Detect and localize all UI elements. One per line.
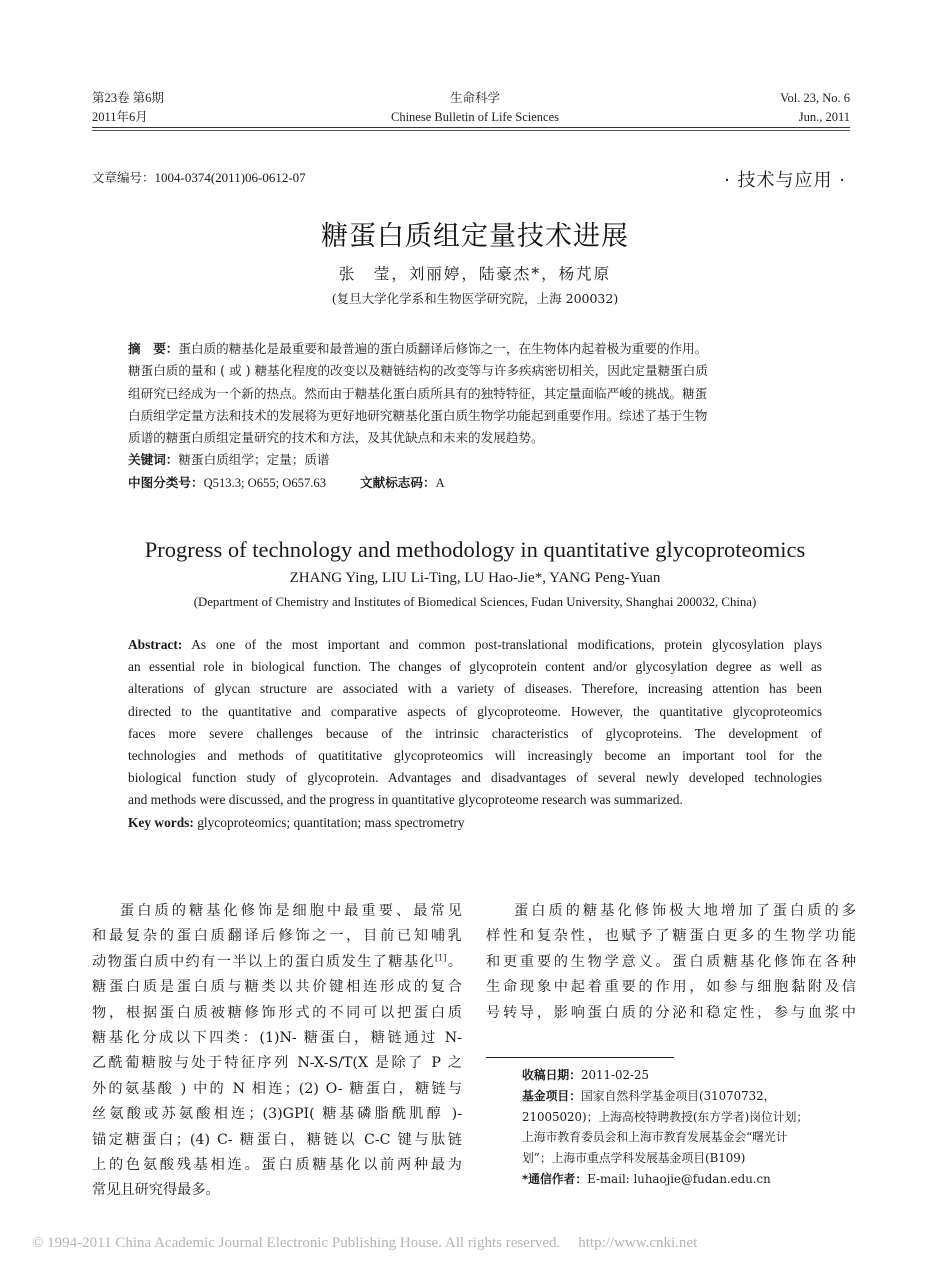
body-line: 号转导，影响蛋白质的分泌和稳定性，参与血浆中	[486, 1004, 856, 1021]
body-line: 糖蛋白质是蛋白质与糖类以共价键相连形成的复合	[92, 979, 462, 996]
article-number	[92, 168, 306, 186]
authors-cn: 张 莹，刘丽婷，陆豪杰*，杨芃原	[338, 265, 612, 283]
body-line: 和更重要的生物学意义。蛋白质糖基化修饰在各种	[486, 953, 856, 970]
footnote-divider	[486, 1057, 674, 1058]
abstract-en-label: Abstract:	[128, 637, 183, 652]
article-number-label: 文章编号：	[92, 170, 155, 185]
received-label: 收稿日期：	[522, 1068, 581, 1082]
article-number-value: 1004-0374(2011)06-0612-07	[154, 170, 306, 185]
body-line: 样性和复杂性，也赋予了糖蛋白更多的生物学功能	[486, 928, 856, 945]
body-line: 和最复杂的蛋白质翻译后修饰之一，目前已知哺乳	[92, 928, 462, 945]
page-title-en: Progress of technology and methodology in quantitative glycoproteomics	[144, 537, 806, 562]
body-line: 外的氨基酸 ) 中的 N 相连；(2) O- 糖蛋白，糖链与	[92, 1080, 462, 1097]
body-line: 丝氨酸或苏氨酸相连；(3)GPI( 糖基磷脂酰肌醇 )-	[92, 1106, 462, 1123]
classification-line	[128, 472, 822, 494]
abstract-cn	[128, 338, 822, 494]
abstract-cn-line: 质谱的糖蛋白质组定量研究的技术和方法，及其优缺点和未来的发展趋势。	[128, 430, 544, 446]
keywords-en-value: glycoproteomics; quantitation; mass spectrometry	[193, 814, 465, 830]
volume-issue-en: Vol. 23, No. 6	[780, 91, 850, 105]
abstract-en-line: alterations of glycan structure are associated with a variety of diseases. Therefore, increasing attention has been	[128, 681, 822, 697]
journal-name-en: Chinese Bulletin of Life Sciences	[390, 110, 559, 124]
abstract-en-line: and methods were discussed, and the progress in quantitative glycoproteome research was summarized.	[128, 792, 683, 808]
body-line: 物，根据蛋白质被糖修饰形式的不同可以把蛋白质	[92, 1004, 462, 1021]
abstract-en-line: an essential role in biological function. The changes of glycoprotein content and/or glycosylation degree as well as	[128, 659, 822, 675]
running-header-right	[780, 89, 850, 127]
abstract-en-line: technologies and methods of quatititative glycoproteomics will increasingly become an important tool for the	[128, 748, 822, 764]
copyright-text: © 1994-2011 China Academic Journal Electronic Publishing House. All rights reserved.	[32, 1235, 561, 1251]
received-date	[522, 1065, 852, 1086]
abstract-en-line: biological function study of glycoprotein. Advantages and disadvantages of several newly developed technologies	[128, 770, 822, 786]
clc-label: 中图分类号：	[128, 474, 204, 490]
copyright-watermark	[32, 1235, 697, 1252]
affiliation-cn: (复旦大学化学系和生物医学研究院，上海 200032)	[331, 291, 619, 306]
body-line: 蛋白质的糖基化修饰是细胞中最重要、最常见	[120, 903, 462, 919]
corresponding-author	[522, 1169, 852, 1190]
abstract-cn-line: 白质组学定量方法和技术的发展将为更好地研究糖基化蛋白质生物学功能起到重要作用。综述了基于生物	[128, 407, 708, 423]
body-line: 乙酰葡糖胺与处于特征序列 N-X-S/T(X 是除了 P 之	[92, 1055, 462, 1072]
date-cn: 2011年6月	[92, 110, 148, 124]
volume-issue-cn: 第23卷 第6期	[92, 91, 164, 105]
column-tag: · 技术与应用 ·	[724, 170, 846, 191]
keywords-cn	[128, 449, 822, 471]
body-column-right	[486, 899, 856, 1026]
clc-value: Q513.3; O655; O657.63	[203, 475, 327, 490]
body-line: 生命现象中起着重要的作用，如参与细胞黏附及信	[486, 979, 856, 996]
corresponding-label: *通信作者：	[522, 1171, 588, 1186]
fund-line: 21005020)；上海高校特聘教授(东方学者)岗位计划；	[522, 1109, 809, 1124]
abstract-cn-line: 糖蛋白质的量和 ( 或 ) 糖基化程度的改变以及糖链结构的改变等与许多疾病密切相关，因此定量糖蛋白质	[128, 363, 708, 379]
fund-line: 划”；上海市重点学科发展基金项目(B109)	[522, 1151, 746, 1166]
citation-ref[interactable]: [1]	[435, 953, 447, 963]
abstract-en-line: directed to the quantitative and comparative aspects of glycoproteome. However, the quantitative glycoproteomics	[128, 703, 822, 719]
fund-line: 基金项目：国家自然科学基金项目(31070732，	[522, 1088, 776, 1103]
keywords-en	[128, 812, 822, 834]
date-en: Jun., 2011	[798, 110, 850, 124]
footnotes	[522, 1065, 852, 1190]
body-line: 上的色氨酸残基相连。蛋白质糖基化以前两种最为	[92, 1157, 462, 1174]
abstract-en	[128, 634, 822, 834]
header-rule-thin	[92, 130, 850, 131]
keywords-cn-value: 糖蛋白质组学；定量；质谱	[178, 452, 330, 468]
abstract-en-line: faces more severe challenges because of the intrinsic characteristics of glycoproteins. The development of	[128, 725, 822, 741]
abstract-cn-line: 摘 要：蛋白质的糖基化是最重要和最普遍的蛋白质翻译后修饰之一，在生物体内起着极为重要的作用。	[128, 341, 708, 356]
abstract-en-line: Abstract: As one of the most important and common post-translational modifications, protein glycosylation plays	[128, 637, 822, 652]
page-title-cn: 糖蛋白质组定量技术进展	[321, 221, 629, 252]
journal-name-cn: 生命科学	[449, 91, 500, 105]
cnki-link[interactable]: http://www.cnki.net	[578, 1235, 698, 1251]
received-value: 2011-02-25	[581, 1068, 650, 1082]
body-line: 糖基化分成以下四类：(1)N- 糖蛋白，糖链通过 N-	[92, 1030, 462, 1047]
fund-label: 基金项目：	[522, 1088, 581, 1103]
body-column-left	[92, 899, 462, 1204]
keywords-cn-label: 关键词：	[128, 452, 179, 468]
header-rule-thick	[92, 127, 850, 128]
body-line: 锚定糖蛋白；(4) C- 糖蛋白，糖链以 C-C 键与肽链	[92, 1131, 462, 1148]
fund-line: 上海市教育委员会和上海市教育发展基金会“曙光计	[522, 1130, 788, 1145]
abstract-cn-line: 组研究已经成为一个新的热点。然而由于糖基化蛋白质所具有的独特特征，其定量面临严峻的挑战。糖蛋	[128, 385, 708, 401]
doc-code-label: 文献标志码：	[360, 474, 436, 490]
authors-en: ZHANG Ying, LIU Li-Ting, LU Hao-Jie*, YANG Peng-Yuan	[289, 570, 661, 586]
body-line: 蛋白质的糖基化修饰极大地增加了蛋白质的多	[514, 903, 856, 919]
doc-code-value: A	[435, 475, 445, 490]
affiliation-en: (Department of Chemistry and Institutes of Biomedical Sciences, Fudan University, Shanghai 200032, China)	[193, 595, 757, 609]
abstract-cn-label: 摘 要：	[128, 341, 179, 356]
body-line: 动物蛋白质中约有一半以上的蛋白质发生了糖基化[1]。	[92, 953, 462, 970]
keywords-en-label: Key words:	[128, 814, 194, 830]
body-line: 常见且研究得最多。	[92, 1182, 220, 1199]
corresponding-email[interactable]: E-mail: luhaojie@fudan.edu.cn	[587, 1171, 771, 1186]
